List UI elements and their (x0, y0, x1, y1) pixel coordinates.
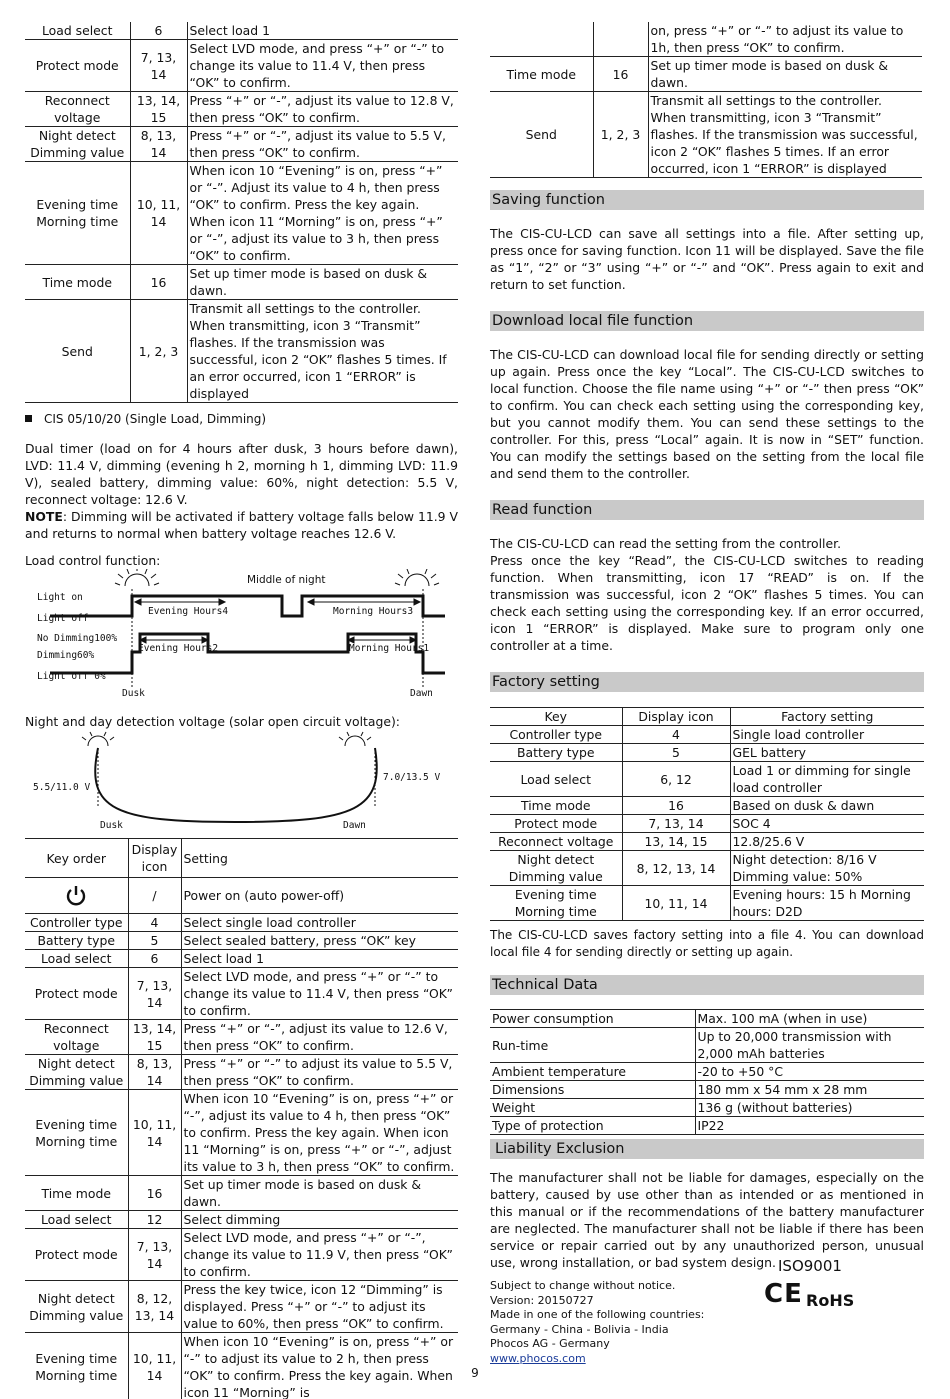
read-function-text: Press once the key “Read”, the CIS-CU-LCD switches to reading function. When transmitting, icon 17 “READ” is on. If the transmission was successful, icon 2 “OK” flashes 5 times. You can check each setting using the corresponding key. If an error occurred, icon 1 “ERROR” is displayed. Make sure to program only one controller at a time. (490, 553, 924, 653)
key-cell: Send (490, 92, 593, 178)
key-cell: Protect mode (490, 815, 622, 833)
display-icon-cell: 6 (128, 950, 181, 968)
setting-cell: Transmit all settings to the controller. When transmitting, icon 3 “Transmit” flashes. If the transmission was successful, icon 2 “OK” flashes 5 times. If an error occurred, icon 1 “ERROR” is displayed (648, 92, 922, 178)
key-cell: Protect mode (25, 40, 130, 92)
setting-cell: Based on dusk & dawn (730, 797, 924, 815)
factory-setting-table (490, 707, 924, 921)
table-row (25, 162, 458, 265)
table-row (25, 1281, 458, 1333)
morning-hours-3-label: Morning Hours3 (333, 606, 414, 617)
setting-cell: Select sealed battery, press “OK” key (181, 932, 458, 950)
table-row (490, 1063, 924, 1081)
power-icon (63, 883, 89, 909)
read-function-heading: Read function (490, 500, 924, 520)
key-cell: Night detect Dimming value (25, 127, 130, 162)
left-column (25, 22, 458, 1399)
light-off-zero-label: Light off 0% (37, 671, 106, 682)
table-row (490, 1117, 924, 1135)
footer-line: Subject to change without notice. (490, 1279, 676, 1292)
key-cell: Time mode (490, 797, 622, 815)
table-row (25, 1055, 458, 1090)
load-control-caption: Load control function: (25, 553, 161, 568)
display-icon-cell: 8, 13, 14 (130, 127, 187, 162)
setting-cell: Set up timer mode is based on dusk & dawn. (181, 1176, 458, 1211)
iso-mark: ISO9001 (778, 1257, 842, 1275)
display-icon-cell: 8, 13, 14 (128, 1055, 181, 1090)
tech-label-cell: Type of protection (490, 1117, 695, 1135)
key-cell: Load select (25, 22, 130, 40)
table-row (25, 1229, 458, 1281)
setting-cell: Set up timer mode is based on dusk & dawn. (648, 57, 922, 92)
dusk-label: Dusk (100, 820, 123, 830)
display-icon-cell: 7, 13, 14 (128, 1229, 181, 1281)
display-icon-cell: 10, 11, 14 (622, 886, 730, 921)
evening-hours-4-label: Evening Hours4 (148, 606, 229, 617)
footer-line: Made in one of the following countries: (490, 1308, 705, 1322)
display-icon-cell: 4 (128, 914, 181, 932)
setting-cell: When icon 10 “Evening” is on, press “+” or “-”. Adjust its value to 4 h, then press “OK” to confirm. Press the key again. When icon 11 “Morning” is on, press “+” or “-”, adjust its value to 3 h, then press “OK” to confirm. (187, 162, 458, 265)
tech-label-cell: Weight (490, 1099, 695, 1117)
table-row (490, 833, 924, 851)
key-cell: Night detect Dimming value (25, 1055, 128, 1090)
table-row (25, 1020, 458, 1055)
display-icon-cell: 10, 11, 14 (128, 1333, 181, 1399)
table-row (490, 1099, 924, 1117)
setting-cell: Single load controller (730, 726, 924, 744)
bullet-square-icon (25, 415, 32, 422)
table-row (25, 968, 458, 1020)
dawn-label: Dawn (343, 820, 366, 830)
download-function-text: The CIS-CU-LCD can download local file for sending directly or setting up again. Press once the key “Local”. The CIS-CU-LCD switches to local function. Choose the file name using “+” or “-” then press “OK” to confirm. You can check each setting using the corresponding key, but you cannot modify them. You can send these settings to the controller. For this, press “Local” again. It is now in “SET” function. You can modify the settings based on the setting from the local file and send them to the controller. (490, 347, 924, 481)
display-icon-cell: 6 (130, 22, 187, 40)
header-setting: Setting (181, 839, 458, 878)
table-row (25, 22, 458, 40)
display-icon-cell (593, 22, 648, 57)
display-icon-cell: 8, 12, 13, 14 (622, 851, 730, 886)
evening-hours-2-label: Evening Hours2 (138, 643, 219, 654)
key-cell: Battery type (490, 744, 622, 762)
dimming-note: NOTE: Dimming will be activated if battery voltage falls below 11.9 V and returns to normal when battery voltage reaches 12.6 V. (25, 509, 458, 541)
key-cell: Time mode (490, 57, 593, 92)
tech-value-cell: Max. 100 mA (when in use) (695, 1010, 924, 1028)
right-column (490, 22, 924, 1367)
table-row (25, 914, 458, 932)
table-row (25, 265, 458, 300)
table-row (25, 932, 458, 950)
display-icon-cell: / (128, 878, 181, 914)
table-row (490, 1081, 924, 1099)
setting-cell: SOC 4 (730, 815, 924, 833)
setting-cell: When icon 10 “Evening” is on, press “+” or “-”, adjust its value to 4 h, then press “OK” to confirm. Press the key again. When icon 11 “Morning” is on, press “+” or “-”, adjust its value to 3 h, then press “OK” to confirm. (181, 1090, 458, 1176)
display-icon-cell: 4 (622, 726, 730, 744)
saving-function-heading: Saving function (490, 190, 924, 210)
key-cell: Night detect Dimming value (25, 1281, 128, 1333)
table-row (25, 950, 458, 968)
footer-line: Phocos AG - Germany (490, 1337, 610, 1351)
dusk-voltage-label: 5.5/11.0 V (33, 782, 91, 793)
table-row (25, 127, 458, 162)
key-cell: Evening time Morning time (490, 886, 622, 921)
table-row (490, 92, 922, 178)
technical-data-table (490, 1009, 924, 1135)
display-icon-cell: 16 (130, 265, 187, 300)
display-icon-cell: 13, 14, 15 (622, 833, 730, 851)
settings-table-end (490, 22, 922, 178)
download-function-heading: Download local file function (490, 311, 924, 331)
key-cell: Battery type (25, 932, 128, 950)
header-display-icon: Display icon (622, 708, 730, 726)
key-cell: Load select (490, 762, 622, 797)
saving-function-text: The CIS-CU-LCD can save all settings into a file. After setting up, press once for saving function. Icon 11 will be displayed. Save the file as “1”, “2” or “3” using “+” or “-” and “OK”. Press again to exit and return to set function. (490, 226, 924, 292)
table-header (25, 839, 458, 878)
table-row (25, 1176, 458, 1211)
tech-value-cell: 136 g (without batteries) (695, 1099, 924, 1117)
display-icon-cell: 16 (593, 57, 648, 92)
read-function-intro: The CIS-CU-LCD can read the setting from the controller. (490, 536, 842, 551)
display-icon-cell: 10, 11, 14 (130, 162, 187, 265)
key-cell: Protect mode (25, 1229, 128, 1281)
setting-cell: Press the key twice, icon 12 “Dimming” is displayed. Press “+” or “-” to adjust its value to 60%, then press “OK” to confirm. (181, 1281, 458, 1333)
display-icon-cell: 10, 11, 14 (128, 1090, 181, 1176)
setting-cell: on, press “+” or “-” to adjust its value to 1h, then press “OK” to confirm. (648, 22, 922, 57)
display-icon-cell: 1, 2, 3 (130, 300, 187, 403)
page-number: 9 (471, 1366, 479, 1380)
settings-table-cis (25, 838, 458, 1399)
table-row (25, 300, 458, 403)
setting-cell: Select LVD mode, and press “+” or “-” to change its value to 11.4 V, then press “OK” to confirm. (187, 40, 458, 92)
table-row (25, 40, 458, 92)
key-cell: Reconnect voltage (490, 833, 622, 851)
key-cell: Evening time Morning time (25, 162, 130, 265)
table-row (490, 1028, 924, 1063)
tech-value-cell: -20 to +50 °C (695, 1063, 924, 1081)
header-display-icon: Display icon (128, 839, 181, 878)
display-icon-cell: 7, 13, 14 (128, 968, 181, 1020)
setting-cell: Load 1 or dimming for single load controller (730, 762, 924, 797)
night-detection-caption: Night and day detection voltage (solar open circuit voltage): (25, 714, 400, 729)
table-row (490, 886, 924, 921)
key-cell: Reconnect voltage (25, 92, 130, 127)
morning-hours-1-label: Morning Hours1 (349, 643, 430, 654)
setting-cell: Night detection: 8/16 V Dimming value: 50% (730, 851, 924, 886)
key-cell: Controller type (490, 726, 622, 744)
table-row (490, 726, 924, 744)
tech-label-cell: Power consumption (490, 1010, 695, 1028)
key-cell: Night detect Dimming value (490, 851, 622, 886)
light-off-label: Light off (37, 613, 89, 624)
display-icon-cell: 8, 12, 13, 14 (128, 1281, 181, 1333)
tech-value-cell: 180 mm x 54 mm x 28 mm (695, 1081, 924, 1099)
key-cell: Time mode (25, 265, 130, 300)
header-factory-setting: Factory setting (730, 708, 924, 726)
display-icon-cell: 5 (622, 744, 730, 762)
display-icon-cell: 13, 14, 15 (130, 92, 187, 127)
website-link[interactable]: www.phocos.com (490, 1351, 586, 1365)
key-cell: Protect mode (25, 968, 128, 1020)
sun-left-icon (115, 569, 159, 586)
key-cell: Send (25, 300, 130, 403)
header-key: Key (490, 708, 622, 726)
light-on-label: Light on (37, 592, 83, 603)
setting-cell: Transmit all settings to the controller. When transmitting, icon 3 “Transmit” flashes. If the transmission was successful, icon 2 “OK” flashes 5 times. If an error occurred, icon 1 “ERROR” is displayed (187, 300, 458, 403)
night-detection-diagram (25, 730, 458, 830)
dawn-voltage-label: 7.0/13.5 V (383, 772, 441, 783)
setting-cell: Press “+” or “-”, adjust its value to 5.5 V, then press “OK” to confirm. (187, 127, 458, 162)
key-cell: Time mode (25, 1176, 128, 1211)
header-key-order: Key order (25, 839, 128, 878)
tech-label-cell: Dimensions (490, 1081, 695, 1099)
setting-cell: Select LVD mode, and press “+” or “-” to change its value to 11.4 V, then press “OK” to confirm. (181, 968, 458, 1020)
setting-cell: When icon 10 “Evening” is on, press “+” or “-” to adjust its value to 2 h, then press “OK” to confirm. Press the key again. When icon 11 “Morning” is (181, 1333, 458, 1399)
liability-text: The manufacturer shall not be liable for damages, especially on the battery, caused by use other than as intended or as mentioned in this manual or if the recommendations of the battery manufacturer are neglected. The manufacturer shall not be liable if there has been service or repair carried out by any unauthorized person, unusual use, wrong installation, or bad system design. (490, 1170, 924, 1270)
table-row (490, 797, 924, 815)
table-row (490, 22, 922, 57)
display-icon-cell: 16 (622, 797, 730, 815)
key-cell: Evening time Morning time (25, 1333, 128, 1399)
table-row (490, 744, 924, 762)
factory-setting-note: The CIS-CU-LCD saves factory setting into a file 4. You can download local file 4 for sending directly or setting up again. (490, 928, 924, 959)
table-row (490, 762, 924, 797)
footer-line: Version: 20150727 (490, 1293, 594, 1307)
display-icon-cell: 7, 13, 14 (130, 40, 187, 92)
key-cell: Controller type (25, 914, 128, 932)
power-icon-cell (25, 878, 128, 914)
table-row (490, 851, 924, 886)
setting-cell: Evening hours: 15 h Morning hours: D2D (730, 886, 924, 921)
table-row (25, 1211, 458, 1229)
tech-label-cell: Ambient temperature (490, 1063, 695, 1081)
display-icon-cell: 6, 12 (622, 762, 730, 797)
config-description: Dual timer (load on for 4 hours after dusk, 3 hours before dawn), LVD: 11.4 V, dimming (evening h 2, morning h 1, dimming LVD: 11.9 V), sealed battery, dimming value: 60%, night detection: 5.5 V, reconnect voltage: 12.6 V. (25, 441, 458, 507)
key-cell (490, 22, 593, 57)
display-icon-cell: 1, 2, 3 (593, 92, 648, 178)
dimming-label: Dimming60% (37, 650, 95, 661)
display-icon-cell: 16 (128, 1176, 181, 1211)
table-header (490, 708, 924, 726)
footer-info (490, 1279, 924, 1352)
setting-cell: Power on (auto power-off) (181, 878, 458, 914)
key-cell: Load select (25, 950, 128, 968)
ce-mark: CE (764, 1279, 803, 1309)
rohs-mark: RoHS (806, 1291, 855, 1310)
sun-right-icon (395, 569, 439, 586)
middle-of-night-label: Middle of night (247, 574, 326, 586)
setting-cell: Set up timer mode is based on dusk & dawn. (187, 265, 458, 300)
setting-cell: Select dimming (181, 1211, 458, 1229)
setting-cell: 12.8/25.6 V (730, 833, 924, 851)
table-row (490, 815, 924, 833)
setting-cell: Press “+” or “-”, adjust its value to 12.6 V, then press “OK” to confirm. (181, 1020, 458, 1055)
tech-value-cell: Up to 20,000 transmission with 2,000 mAh batteries (695, 1028, 924, 1063)
liability-heading: Liability Exclusion (490, 1139, 924, 1159)
settings-table-continued (25, 22, 458, 403)
key-cell: Load select (25, 1211, 128, 1229)
display-icon-cell: 7, 13, 14 (622, 815, 730, 833)
dawn-label: Dawn (410, 688, 433, 699)
sun-dawn-icon (339, 732, 371, 746)
no-dimming-label: No Dimming100% (37, 633, 118, 644)
table-row (25, 878, 458, 914)
tech-label-cell: Run-time (490, 1028, 695, 1063)
dusk-label: Dusk (122, 688, 145, 699)
table-row (25, 92, 458, 127)
footer-line: Germany - China - Bolivia - India (490, 1322, 669, 1336)
setting-cell: Select load 1 (181, 950, 458, 968)
setting-cell: Select LVD mode, and press “+” or “-”, change its value to 11.9 V, then press “OK” to confirm. (181, 1229, 458, 1281)
key-cell: Evening time Morning time (25, 1090, 128, 1176)
display-icon-cell: 13, 14, 15 (128, 1020, 181, 1055)
setting-cell: Press “+” or “-”, adjust its value to 12.8 V, then press “OK” to confirm. (187, 92, 458, 127)
tech-value-cell: IP22 (695, 1117, 924, 1135)
setting-cell: Select load 1 (187, 22, 458, 40)
display-icon-cell: 5 (128, 932, 181, 950)
setting-cell: GEL battery (730, 744, 924, 762)
bullet-heading: CIS 05/10/20 (Single Load, Dimming) (25, 411, 458, 428)
table-row (25, 1090, 458, 1176)
sun-dusk-icon (82, 732, 114, 746)
table-row (490, 57, 922, 92)
factory-setting-heading: Factory setting (490, 672, 924, 692)
technical-data-heading: Technical Data (490, 975, 924, 995)
display-icon-cell: 12 (128, 1211, 181, 1229)
setting-cell: Select single load controller (181, 914, 458, 932)
load-control-diagram (25, 569, 458, 699)
table-row (490, 1010, 924, 1028)
setting-cell: Press “+” or “-” to adjust its value to 5.5 V, then press “OK” to confirm. (181, 1055, 458, 1090)
key-cell: Reconnect voltage (25, 1020, 128, 1055)
